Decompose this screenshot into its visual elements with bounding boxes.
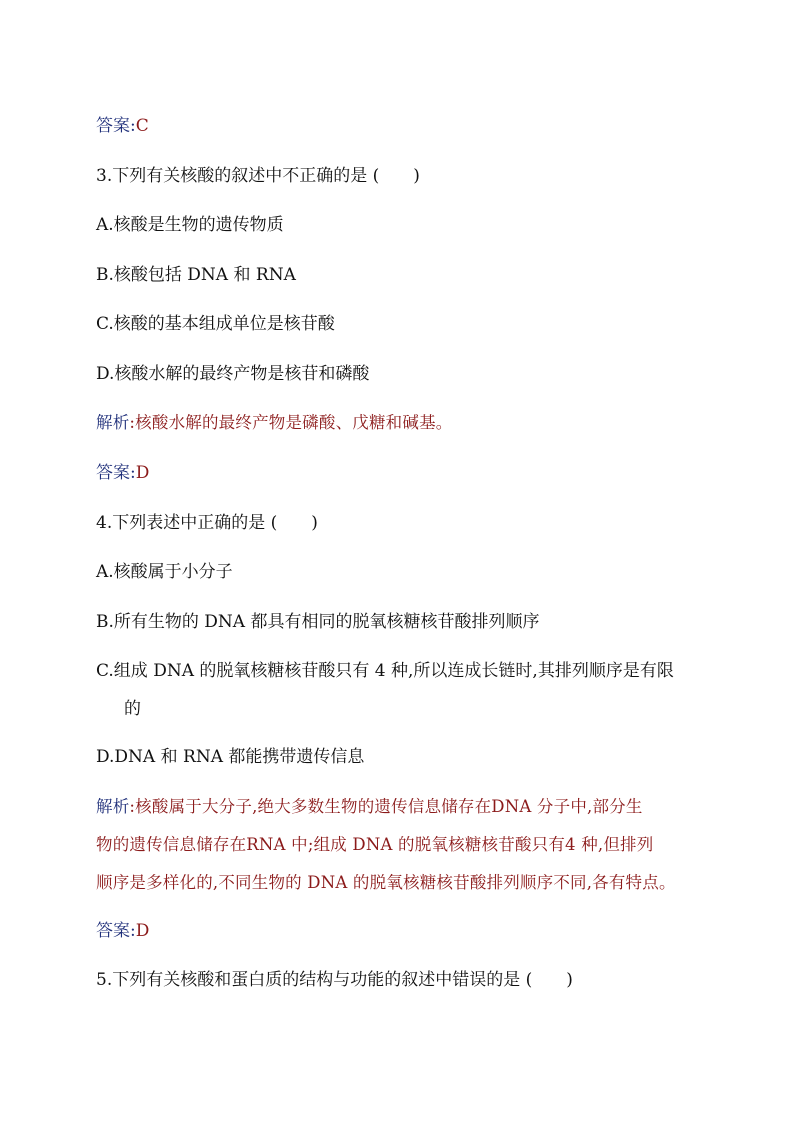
explanation-line-3: 顺序是多样化的,不同生物的 DNA 的脱氧核糖核苷酸排列顺序不同,各有特点。 [96,873,676,892]
option-d: D.核酸水解的最终产物是核苷和磷酸 [96,364,370,384]
answer-value: D [135,463,150,483]
answer-label: 答案: [96,921,136,941]
option-b: B.核酸包括 DNA 和 RNA [96,265,296,285]
option-a: A.核酸是生物的遗传物质 [96,215,284,235]
question-stem: 4.下列表述中正确的是 ( ) [96,513,318,533]
option-c: C.组成 DNA 的脱氧核糖核苷酸只有 4 种,所以连成长链时,其排列顺序是有限 [96,661,674,681]
explanation [96,412,754,434]
explanation-text: :核酸属于大分子,绝大多数生物的遗传信息储存在DNA 分子中,部分生 [129,797,643,816]
explanation-text: :核酸水解的最终产物是磷酸、戊糖和碱基。 [129,413,453,432]
explanation-label: 解析 [96,413,130,432]
answer-line [96,115,754,137]
explanation-label: 解析 [96,797,130,816]
answer-value: D [135,921,150,941]
answer-label: 答案: [96,463,136,483]
answer-line [96,920,754,942]
option-a: A.核酸属于小分子 [96,562,233,582]
answer-line [96,462,754,484]
answer-label: 答案: [96,116,136,136]
answer-value: C [135,116,149,136]
option-d: D.DNA 和 RNA 都能携带遗传信息 [96,747,365,767]
option-c-continuation: 的 [124,699,141,719]
explanation [96,796,754,818]
question-stem: 5.下列有关核酸和蛋白质的结构与功能的叙述中错误的是 ( ) [96,970,573,990]
option-c: C.核酸的基本组成单位是核苷酸 [96,314,335,334]
option-b: B.所有生物的 DNA 都具有相同的脱氧核糖核苷酸排列顺序 [96,612,540,632]
explanation-line-2: 物的遗传信息储存在RNA 中;组成 DNA 的脱氧核糖核苷酸只有4 种,但排列 [96,835,654,854]
question-stem: 3.下列有关核酸的叙述中不正确的是 ( ) [96,166,420,186]
